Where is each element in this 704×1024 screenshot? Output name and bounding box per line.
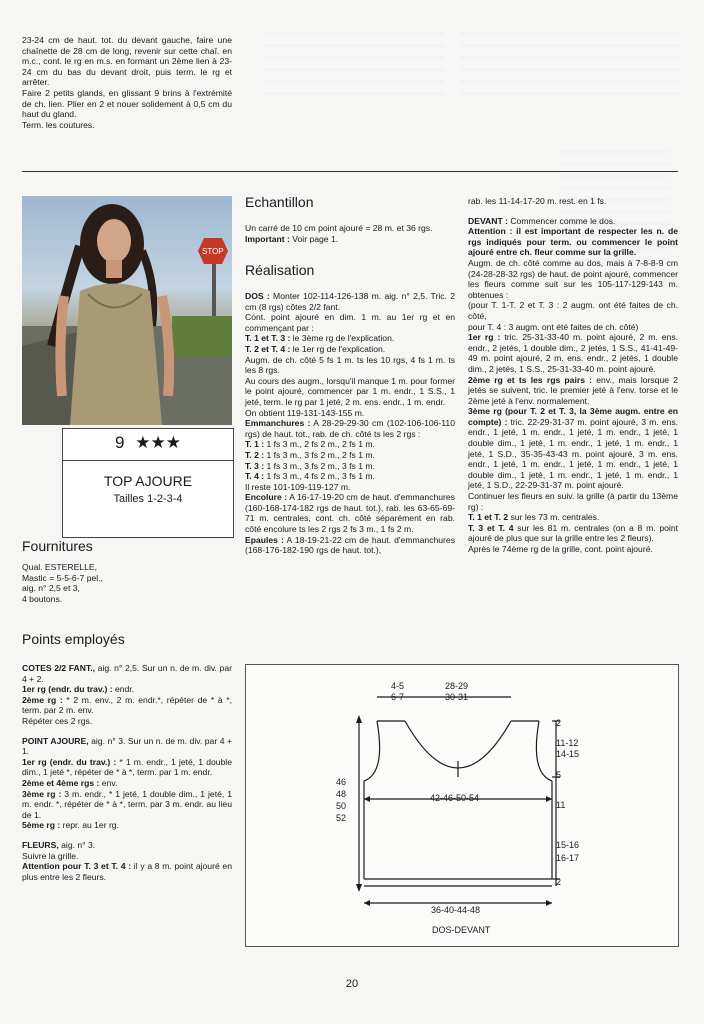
devant-body: env., mais lorsque 2 jetés se suivent, tric. le premier jeté à l'env. torse et le 2ème jeté à l'env. normalement.	[468, 374, 679, 406]
devant-block	[468, 375, 678, 407]
realisation-body: le 3ème rg de l'explication.	[290, 333, 395, 344]
dim-right-4: 11	[556, 800, 566, 810]
realisation-body: A 16-17-19-20 cm de haut. d'emmanchures (160-168-174-182 rgs de haut. tot.), rab. les 63-65-69-71 m. centrales, cont. ch. côté séparément en rab. côté encolure ts les 2 rgs 2 fs 3 m., 1 fs 2 m.	[245, 492, 455, 535]
realisation-body: 1 fs 3 m., 4 fs 2 m., 3 fs 1 m.	[264, 471, 375, 482]
points-body: Suivre la grille.	[22, 850, 79, 861]
dim-right-5a: 15-16	[556, 840, 580, 850]
echantillon-line	[245, 223, 455, 234]
dim-neck-a: 28-29	[445, 681, 469, 691]
realisation-lead: Emmanchures :	[245, 418, 311, 429]
model-number: 9	[115, 433, 125, 452]
points-lead: 2ème et 4ème rgs :	[22, 777, 100, 788]
fournitures-heading: Fournitures	[22, 538, 93, 554]
points-block	[22, 861, 232, 882]
devant-lead: 1er rg :	[468, 332, 501, 343]
points-block	[22, 684, 232, 695]
top-paragraph-line: Term. les coutures.	[22, 119, 95, 130]
realisation-lead: Encolure :	[245, 492, 288, 503]
difficulty-stars: ★★★	[135, 433, 181, 452]
realisation-body: Cont. point ajouré en dim. 1 m. au 1er rg et en commençant par :	[245, 312, 455, 333]
points-block	[22, 757, 232, 778]
schematic-caption: DOS-DEVANT	[432, 925, 491, 935]
devant-body: tric. 25-31-33-40 m. point ajouré, 2 m. ens. endr., 2 jetés, 1 double dim., 2 jetés, 1 S.S., 41-41-49-49 m. point ajouré, 2 m. ens. endr., 2 jetés, 1 double dim., 2 jetés, 1 S.S., 25-31-33-40 m. point ajouré.	[468, 332, 679, 374]
points-block	[22, 778, 232, 789]
realisation-lead: T. 3 :	[245, 460, 265, 471]
realisation-block	[245, 492, 455, 534]
echantillon-text	[245, 223, 455, 244]
dim-right-2b: 14-15	[556, 749, 580, 759]
points-lead: POINT AJOURE,	[22, 735, 89, 746]
realisation-lead: T. 1 :	[245, 439, 265, 450]
dim-right-2a: 11-12	[556, 738, 579, 748]
points-body: repr. au 1er rg.	[60, 820, 119, 831]
dim-length-c: 50	[336, 801, 347, 811]
realisation-body: Il reste 101-109-119-127 m.	[245, 481, 351, 492]
realisation-block	[245, 291, 455, 312]
devant-block	[468, 216, 678, 227]
devant-body: (pour T. 1-T. 2 et T. 3 : 2 augm. ont été faites de ch. côté,	[468, 300, 678, 321]
realisation-body: On obtient 119-131-143-155 m.	[245, 407, 365, 418]
devant-body: tric. 22-29-31-37 m. point ajouré, 3 m. ens. endr., 1 jeté, 1 m. endr., 1 jeté, 1 m. endr., 1 jeté, 1 double dim., 1 jeté, 1 m. endr., 1 jeté, 1 m. endr., 1 jeté, 1 S.D., 35-35-43-43 m. point ajouré, 3 m. ens. endr., 1 jeté, 1 m. endr., 1 jeté, 1 m. endr., 1 jeté, 1 double dim., 1 jeté, 1 m. endr., 1 jeté, 1 m. endr., 1 jeté, 1 S.D., 22-29-31-37 m. point ajouré.	[468, 416, 679, 491]
devant-lead: T. 1 et T. 2	[468, 512, 509, 523]
devant-block	[468, 300, 678, 321]
model-photo	[22, 196, 232, 425]
points-block	[22, 840, 232, 851]
points-body: * 1 m. endr., 1 jeté, 1 double dim., 1 jeté *, répéter de * à *, term. par 1 m. endr.	[22, 756, 232, 778]
points-block	[22, 789, 232, 821]
realisation-body: le 1er rg de l'explication.	[290, 343, 386, 354]
points-block	[22, 716, 232, 727]
model-sizes: Tailles 1-2-3-4	[113, 493, 183, 505]
fournitures-list	[22, 562, 232, 604]
bleed-through	[460, 32, 680, 104]
points-body: il y a 8 m. point ajouré en plus entre les 2 fleurs.	[22, 861, 232, 882]
devant-body: pour T. 4 : 3 augm. ont été faites de ch. côté)	[468, 321, 639, 332]
section-divider	[22, 171, 678, 172]
points-lead: 3ème rg :	[22, 788, 62, 799]
realisation-block	[245, 376, 455, 408]
realisation-block	[245, 471, 455, 482]
realisation-body: A 18-19-21-22 cm de haut. d'emmanchures (168-176-182-190 rgs de haut. tot.),	[245, 534, 455, 556]
realisation-body: Augm. de ch. côté 5 fs 1 m. ts les 10 rgs, 4 fs 1 m. ts les 8 rgs.	[245, 354, 455, 376]
realisation-block	[245, 355, 455, 376]
realisation-block	[245, 461, 455, 472]
fournitures-line: Qual. ESTERELLE,	[22, 562, 97, 572]
devant-lead: 3ème rg (pour T. 2 et T. 3, la 3ème augm. entre en compte) :	[468, 406, 678, 427]
realisation-lead: T. 2 :	[245, 449, 265, 460]
points-block	[22, 736, 232, 757]
dim-shoulder-b: 6-7	[391, 692, 405, 702]
fournitures-line: Mastic = 5-5-6-7 pel.,	[22, 572, 103, 583]
model-photo-illustration	[22, 196, 232, 425]
points-lead: FLEURS,	[22, 839, 59, 850]
points-body: endr.	[112, 684, 135, 695]
dim-right-1: 2	[556, 718, 562, 728]
points-body: aig. n° 2,5. Sur un n. de m. div. par 4 + 2.	[22, 663, 232, 684]
realisation-body: Au cours des augm., lorsqu'il manque 1 m. pour former le point ajouré, commencer par 1 m. endr., 1 S.S., 1 jeté, term. le rg par 1 jeté, 2 m. ens. endr., 1 m. endr.	[245, 375, 455, 407]
points-body: env.	[99, 777, 118, 788]
devant-lead: DEVANT :	[468, 215, 508, 226]
points-text	[22, 663, 232, 882]
echantillon-lead: Important :	[245, 233, 290, 244]
devant-body: Après le 74ème rg de la grille, cont. point ajouré.	[468, 544, 653, 554]
devant-text	[468, 196, 678, 555]
points-body: aig. n° 3. Sur un n. de m. div. par 4 + 1.	[22, 735, 232, 757]
points-block	[22, 695, 232, 716]
realisation-body: 1 fs 3 m., 2 fs 2 m., 2 fs 1 m.	[264, 439, 375, 450]
realisation-lead: Epaules :	[245, 534, 284, 545]
model-title: TOP AJOURE	[103, 473, 193, 489]
realisation-lead: DOS :	[245, 291, 270, 301]
echantillon-line	[245, 234, 455, 245]
top-paragraph-line: Faire 2 petits glands, en glissant 9 brins à l'extrémité de ch. lien. Plier en 2 et nouer solidement à 0,5 cm du haut du gland.	[22, 87, 232, 120]
echantillon-body: Voir page 1.	[289, 233, 339, 244]
devant-body: Commencer comme le dos.	[507, 215, 616, 226]
devant-lead: Attention : il est important de respecter les n. de rgs indiqués pour term. ou commencer le point ajouré entre ch. fleur comme sur la grille.	[468, 226, 678, 258]
realisation-heading: Réalisation	[245, 262, 315, 278]
dim-shoulder-a: 4-5	[391, 681, 405, 691]
devant-block	[468, 544, 678, 555]
devant-block	[468, 322, 678, 333]
realisation-lead: T. 4 :	[245, 471, 265, 482]
devant-block	[468, 332, 678, 374]
devant-block	[468, 226, 678, 258]
realisation-body: 1 fs 3 m., 3 fs 2 m., 2 fs 1 m.	[264, 449, 375, 460]
realisation-block	[245, 482, 455, 493]
points-lead: 2ème rg :	[22, 694, 63, 705]
realisation-block	[245, 439, 455, 450]
dim-right-3: 5	[556, 770, 562, 780]
points-block	[22, 820, 232, 831]
svg-text:STOP: STOP	[202, 247, 224, 256]
dim-length-b: 48	[336, 789, 347, 799]
devant-block	[468, 523, 678, 544]
fournitures-line: aig. n° 2,5 et 3,	[22, 583, 80, 594]
dim-right-5b: 16-17	[556, 853, 580, 863]
devant-block	[468, 512, 678, 523]
devant-lead: T. 3 et T. 4	[468, 522, 514, 533]
devant-body: Augm. de ch. côté comme au dos, mais à 7-8-8-9 cm (24-28-28-32 rgs) de haut. de point ajouré, commencer les fleurs comme suit sur les 105-117-129-143 m. obtenues :	[468, 257, 678, 300]
schematic-box	[245, 664, 679, 947]
devant-block	[468, 258, 678, 300]
realisation-block	[245, 333, 455, 344]
points-block	[22, 851, 232, 862]
devant-block	[468, 406, 678, 491]
model-badge	[62, 428, 234, 538]
top-paragraph	[22, 35, 232, 130]
realisation-text	[245, 291, 455, 556]
realisation-block	[245, 344, 455, 355]
points-block	[22, 663, 232, 684]
realisation-block	[245, 312, 455, 333]
dim-length-d: 52	[336, 813, 347, 823]
realisation-lead: T. 2 et T. 4 :	[245, 343, 291, 354]
points-lead: 1er rg (endr. du trav.) :	[22, 684, 113, 695]
dim-neck-b: 30-31	[445, 692, 469, 702]
devant-body: sur les 81 m. centrales (on a 8 m. point ajouré de plus que sur la grille entre les 2 fleurs).	[468, 522, 678, 544]
page-number: 20	[345, 978, 359, 990]
realisation-block	[245, 535, 455, 556]
points-body: 3 m. endr., * 1 jeté, 1 double dim., 1 jeté, 1 m. endr. *, répéter de * à *, term. par 3 m. endr. au lieu de 1.	[22, 788, 232, 820]
realisation-block	[245, 418, 455, 439]
model-number-line	[63, 433, 233, 453]
devant-body: sur les 73 m. centrales.	[508, 512, 600, 523]
bleed-through	[265, 32, 445, 104]
echantillon-heading: Echantillon	[245, 194, 314, 210]
realisation-body: A 28-29-29-30 cm (102-106-106-110 rgs) de haut. tot., rab. de ch. côté ts les 2 rgs :	[245, 418, 455, 439]
realisation-block	[245, 450, 455, 461]
devant-body: Continuer les fleurs en suiv. la grille (à partir du 13ème rg) :	[468, 491, 678, 512]
devant-body: rab. les 11-14-17-20 m. rest. en 1 fs.	[468, 196, 607, 206]
points-lead: 1er rg (endr. du trav.) :	[22, 756, 117, 767]
devant-block	[468, 491, 678, 512]
dim-chest: 42-46-50-54	[430, 793, 480, 803]
points-body: aig. n° 3.	[58, 839, 96, 850]
devant-block	[468, 196, 678, 207]
top-paragraph-line: 23-24 cm de haut. tot. du devant gauche, faire une chaînette de 28 cm de long, revenir sur cette chaî. en m.c., cont. le rg en m.s. en formant un 2ème lien à 23-24 cm du bas du devant droit, puis term. le rg et arrêter.	[22, 35, 232, 88]
realisation-body: Monter 102-114-126-138 m. aig. n° 2,5. Tric. 2 cm (8 rgs) côtes 2/2 fant.	[245, 291, 455, 312]
points-heading: Points employés	[22, 631, 125, 647]
points-body: Répéter ces 2 rgs.	[22, 715, 93, 726]
fournitures-line: 4 boutons.	[22, 593, 63, 604]
points-lead: 5ème rg :	[22, 820, 61, 831]
points-lead: Attention pour T. 3 et T. 4 :	[22, 861, 132, 872]
realisation-block	[245, 408, 455, 419]
points-lead: COTES 2/2 FANT.,	[22, 663, 96, 673]
dim-bottom: 36-40-44-48	[431, 905, 481, 915]
realisation-body: 1 fs 3 m., 3 fs 2 m., 3 fs 1 m.	[264, 460, 375, 471]
points-body: * 2 m. env., 2 m. endr.*, répéter de * à *, term. par 2 m. env.	[22, 694, 232, 716]
realisation-lead: T. 1 et T. 3 :	[245, 333, 291, 344]
dim-right-6: 2	[556, 877, 562, 887]
devant-lead: 2ème rg et ts les rgs pairs :	[468, 374, 593, 385]
dim-length-a: 46	[336, 777, 347, 787]
garment-schematic	[246, 665, 678, 946]
echantillon-body: Un carré de 10 cm point ajouré = 28 m. et 36 rgs.	[245, 223, 433, 233]
